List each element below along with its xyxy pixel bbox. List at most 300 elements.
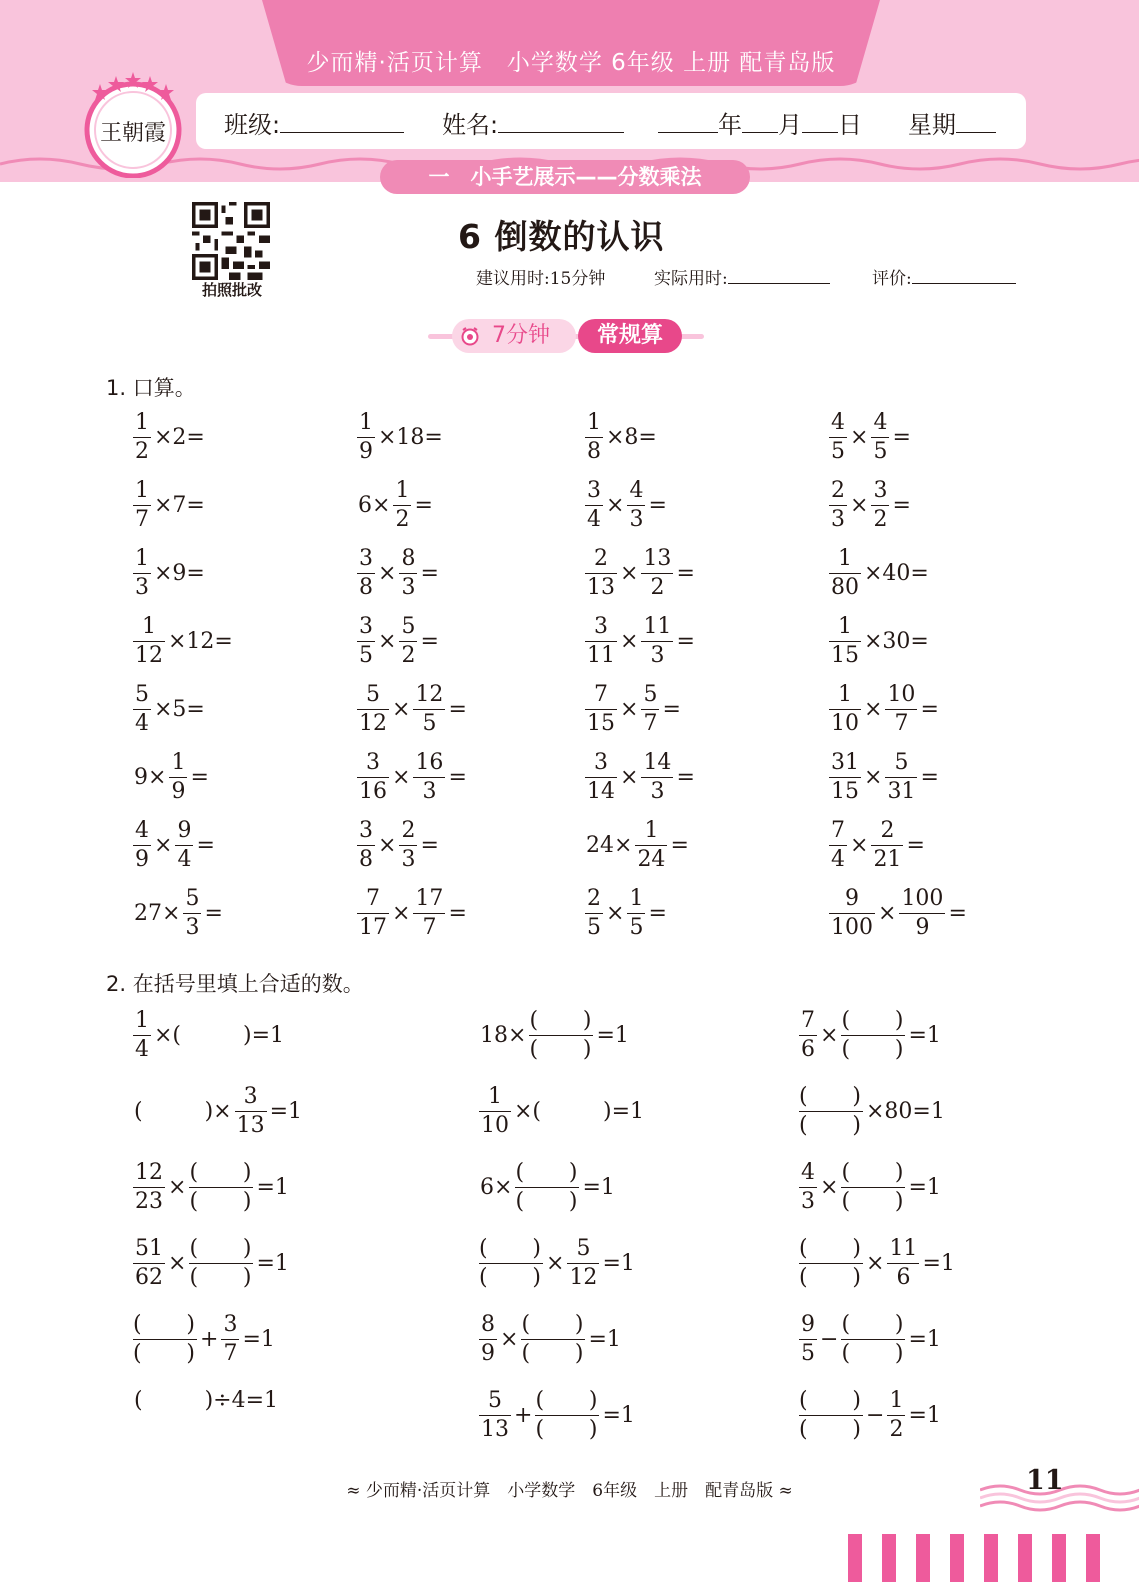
operator-text: +: [200, 1326, 219, 1352]
operator-text: ×: [820, 1022, 839, 1048]
fraction: [357, 820, 375, 871]
fraction: [829, 480, 847, 531]
exercise-item: [356, 820, 441, 871]
numerator: 2: [594, 546, 608, 571]
blank-denominator[interactable]: ( ): [799, 1265, 861, 1290]
fraction: [829, 616, 861, 667]
blank-numerator[interactable]: ( ): [799, 1084, 861, 1109]
fraction: [133, 1010, 151, 1061]
numerator: 100: [901, 886, 944, 911]
denominator: 12: [135, 643, 163, 668]
operator-text: =1: [922, 1250, 955, 1276]
operator-text: =1: [596, 1022, 629, 1048]
footer-stripe: [916, 1534, 930, 1582]
denominator: 2: [873, 507, 888, 532]
exercise-item: [828, 684, 941, 735]
numerator: 7: [801, 1008, 815, 1033]
operator-text: ×: [850, 492, 869, 518]
answer-blank-fraction[interactable]: [841, 1010, 905, 1061]
fraction: [641, 616, 673, 667]
numerator: 7: [831, 818, 845, 843]
section-time: 7分钟: [492, 323, 550, 348]
operator-text: ×: [620, 764, 639, 790]
denominator: 16: [359, 779, 387, 804]
weekday-label: 星期: [908, 111, 956, 139]
footer-stripe: [984, 1534, 998, 1582]
denominator: 3: [413, 777, 445, 803]
denominator: 8: [359, 847, 373, 872]
answer-blank-fraction[interactable]: [529, 1010, 593, 1061]
denominator: 7: [885, 709, 917, 735]
lesson-title: 6 倒数的认识: [458, 217, 665, 256]
fraction: [133, 1238, 165, 1289]
month-label: 月: [778, 111, 802, 139]
operator-text: ×: [392, 900, 411, 926]
operator-text: ×5=: [154, 696, 205, 722]
denominator: 2: [135, 439, 149, 464]
numerator: 4: [629, 478, 644, 503]
operator-text: =: [448, 900, 467, 926]
operator-text: ×: [500, 1326, 519, 1352]
fraction: [399, 548, 417, 599]
fraction: [829, 412, 847, 463]
footer-stripe: [1086, 1534, 1100, 1582]
blank-numerator[interactable]: ( ): [479, 1236, 541, 1261]
fraction: [627, 888, 645, 939]
answer-blank-fraction[interactable]: [479, 1238, 543, 1289]
operator-text: =1: [269, 1098, 303, 1124]
fraction: [871, 412, 889, 463]
blank-numerator[interactable]: ( ): [189, 1160, 252, 1185]
operator-text: =: [196, 832, 215, 858]
fraction: [641, 684, 659, 735]
fraction: [585, 480, 603, 531]
evaluation-label: 评价:: [872, 269, 912, 289]
operator-text: ×: [168, 1250, 187, 1276]
numerator: 5: [576, 1236, 591, 1261]
blank-denominator[interactable]: ( ): [841, 1341, 904, 1366]
numerator: 5: [488, 1388, 502, 1413]
numerator: 3: [594, 614, 608, 639]
exercise-item: [828, 820, 927, 871]
date-field[interactable]: [658, 105, 862, 140]
fraction: [357, 752, 389, 803]
blank-numerator[interactable]: ( ): [521, 1312, 584, 1337]
denominator: 62: [135, 1265, 163, 1290]
series-title: 少而精·活页计算 小学数学 6年级 上册 配青岛版: [306, 50, 836, 76]
footer-stripe: [1018, 1534, 1032, 1582]
exercise-item: [798, 1010, 943, 1061]
exercise-item: [828, 480, 913, 531]
operator-text: =: [420, 832, 439, 858]
operator-text: =1: [908, 1402, 941, 1428]
denominator: 24: [637, 847, 666, 872]
numerator: 3: [366, 750, 380, 775]
numerator: 9: [845, 886, 859, 911]
fraction: [479, 1390, 511, 1441]
exercise-item: [828, 616, 931, 667]
numerator: 5: [894, 750, 909, 775]
numerator: 17: [415, 886, 444, 911]
footer-text: ≈ 少而精·活页计算 小学数学 6年级 上册 配青岛版 ≈: [346, 1481, 793, 1501]
actual-time-label: 实际用时:: [654, 269, 728, 289]
denominator: 2: [401, 643, 416, 668]
numerator: 2: [401, 818, 416, 843]
class-field[interactable]: [224, 105, 404, 140]
exercise-item: [478, 1238, 637, 1289]
denominator: 14: [587, 779, 615, 804]
fraction: [175, 820, 193, 871]
operator-text: =: [190, 764, 209, 790]
operator-text: 6×: [480, 1174, 513, 1200]
fraction: [133, 412, 151, 463]
operator-text: ×: [878, 900, 897, 926]
exercise-item: [584, 820, 691, 871]
numerator: 51: [135, 1236, 163, 1261]
numerator: 31: [831, 750, 859, 775]
numerator: 3: [359, 614, 373, 639]
blank-denominator[interactable]: ( ): [133, 1341, 195, 1366]
denominator: 23: [135, 1189, 163, 1214]
denominator: 21: [873, 847, 902, 872]
unit-ribbon: 一 小手艺展示——分数乘法: [380, 160, 750, 194]
fraction: [357, 616, 375, 667]
denominator: 2: [889, 1417, 904, 1442]
numerator: 7: [366, 886, 380, 911]
logo-text: 王朝霞: [99, 121, 167, 146]
denominator: 9: [359, 439, 373, 464]
operator-text: =: [920, 696, 939, 722]
denominator: 5: [587, 915, 601, 940]
operator-text: ×30=: [864, 628, 929, 654]
denominator: 7: [135, 507, 149, 532]
exercise-item: [798, 1238, 957, 1289]
blank-numerator[interactable]: ( ): [841, 1160, 904, 1185]
numerator: 16: [415, 750, 444, 775]
fraction: [133, 480, 151, 531]
operator-text: ×12=: [168, 628, 233, 654]
exercise-item: [478, 1314, 623, 1365]
answer-blank-fraction[interactable]: [521, 1314, 585, 1365]
operator-text: ×: [154, 832, 173, 858]
exercise-item: [798, 1086, 947, 1137]
fraction: [183, 888, 201, 939]
footer-stripe: [1052, 1534, 1066, 1582]
denominator: 3: [831, 507, 845, 532]
evaluation-field[interactable]: [872, 264, 1016, 289]
blank-numerator[interactable]: ( ): [529, 1008, 592, 1033]
denominator: 12: [359, 711, 387, 736]
fraction: [393, 480, 411, 531]
denominator: 13: [481, 1417, 509, 1442]
operator-text: =1: [908, 1174, 941, 1200]
denominator: 2: [641, 573, 673, 599]
blank-denominator[interactable]: ( ): [841, 1037, 904, 1062]
operator-text: =1: [582, 1174, 615, 1200]
blank-numerator[interactable]: ( ): [189, 1236, 252, 1261]
denominator: 15: [587, 711, 615, 736]
blank-denominator[interactable]: ( ): [799, 1113, 861, 1138]
denominator: 5: [873, 439, 888, 464]
day-label: 日: [838, 111, 862, 139]
operator-text: +: [514, 1402, 533, 1428]
fraction: [567, 1238, 599, 1289]
operator-text: =: [892, 424, 911, 450]
fraction: [133, 684, 151, 735]
question-1-heading: 1. 口算。: [106, 376, 196, 400]
fraction: [585, 412, 603, 463]
denominator: 6: [801, 1037, 815, 1062]
class-label: 班级:: [224, 111, 281, 139]
exercise-item: [798, 1314, 943, 1365]
numerator: 5: [185, 886, 200, 911]
fraction: [357, 412, 375, 463]
operator-text: 6×: [358, 492, 391, 518]
exercise-item: [584, 888, 669, 939]
numerator: 4: [873, 410, 888, 435]
numerator: 11: [643, 614, 672, 639]
numerator: 3: [594, 750, 608, 775]
operator-text: 18×: [480, 1022, 527, 1048]
numerator: 5: [401, 614, 416, 639]
fraction: [799, 1010, 817, 1061]
operator-text: =: [414, 492, 433, 518]
fraction: [885, 684, 917, 735]
blank-denominator[interactable]: ( ): [529, 1037, 592, 1062]
qr-code-icon[interactable]: [192, 202, 270, 280]
blank-numerator[interactable]: ( ): [535, 1388, 598, 1413]
blank-denominator[interactable]: ( ): [189, 1265, 252, 1290]
fraction: [133, 1162, 165, 1213]
fraction: [357, 888, 389, 939]
answer-blank-fraction[interactable]: [799, 1390, 863, 1441]
numerator: 2: [831, 478, 845, 503]
numerator: 5: [135, 682, 149, 707]
question-2-heading: 2. 在括号里填上合适的数。: [106, 972, 364, 996]
fraction: [357, 684, 389, 735]
denominator: 6: [887, 1263, 919, 1289]
fraction: [235, 1086, 267, 1137]
section-time-pill: [452, 319, 576, 353]
fraction: [887, 1238, 919, 1289]
numerator: 1: [395, 478, 410, 503]
denominator: 9: [171, 779, 186, 804]
operator-text: ×18=: [378, 424, 443, 450]
denominator: 7: [223, 1341, 238, 1366]
fraction: [413, 752, 445, 803]
exercise-item: [584, 752, 697, 803]
denominator: 3: [629, 507, 644, 532]
fraction: [829, 752, 861, 803]
operator-text: ×: [864, 764, 883, 790]
fraction: [133, 820, 151, 871]
numerator: 1: [838, 682, 852, 707]
exercise-item: [828, 548, 931, 599]
answer-blank-fraction[interactable]: [535, 1390, 599, 1441]
exercise-item: [828, 888, 969, 939]
exercise-item: [132, 752, 211, 803]
answer-blank-fraction[interactable]: [841, 1314, 905, 1365]
operator-text: =: [892, 492, 911, 518]
numerator: 8: [401, 546, 416, 571]
fraction: [829, 548, 861, 599]
operator-text: ×: [850, 832, 869, 858]
alarm-clock-icon: [460, 326, 480, 346]
fraction: [585, 888, 603, 939]
operator-text: )=1: [243, 1022, 285, 1048]
operator-text: ×40=: [864, 560, 929, 586]
operator-text: 9×: [134, 764, 167, 790]
operator-text: )×: [204, 1098, 232, 1124]
section-type-pill: 常规算: [578, 319, 682, 353]
exercise-item: [828, 412, 913, 463]
numerator: 9: [177, 818, 192, 843]
fraction: [899, 888, 945, 939]
numerator: 5: [643, 682, 658, 707]
operator-text: =: [676, 560, 695, 586]
exercise-item: [132, 548, 207, 599]
numerator: 8: [481, 1312, 495, 1337]
operator-text: ×: [378, 832, 397, 858]
operator-text: ×: [378, 628, 397, 654]
fraction: [479, 1086, 511, 1137]
denominator: 8: [359, 575, 373, 600]
fraction: [133, 548, 151, 599]
denominator: 13: [587, 575, 615, 600]
answer-blank-fraction[interactable]: [841, 1162, 905, 1213]
operator-text: =: [906, 832, 925, 858]
blank-numerator[interactable]: ( ): [841, 1312, 904, 1337]
denominator: 5: [413, 709, 445, 735]
operator-text: ×: [168, 1174, 187, 1200]
exercise-item: [356, 548, 441, 599]
denominator: 15: [831, 643, 859, 668]
operator-text: =: [676, 764, 695, 790]
numerator: 2: [880, 818, 895, 843]
fraction: [887, 1390, 905, 1441]
exercise-item: [132, 412, 207, 463]
operator-text: ×: [606, 492, 625, 518]
blank-denominator[interactable]: ( ): [515, 1189, 578, 1214]
denominator: 9: [899, 913, 945, 939]
operator-text: =: [448, 764, 467, 790]
exercise-item: [132, 480, 207, 531]
exercise-item: [356, 616, 441, 667]
numerator: 1: [135, 546, 149, 571]
denominator: 3: [401, 847, 416, 872]
operator-text: =1: [242, 1326, 275, 1352]
operator-text: =: [670, 832, 689, 858]
fraction: [871, 480, 889, 531]
fraction: [169, 752, 187, 803]
exercise-item: [584, 616, 697, 667]
blank-numerator[interactable]: ( ): [841, 1008, 904, 1033]
blank-denominator[interactable]: ( ): [189, 1189, 252, 1214]
denominator: 15: [831, 779, 859, 804]
numerator: 3: [359, 546, 373, 571]
blank-numerator[interactable]: ( ): [133, 1312, 195, 1337]
answer-blank-fraction[interactable]: [515, 1162, 579, 1213]
fraction: [585, 752, 617, 803]
denominator: 5: [831, 439, 845, 464]
numerator: 14: [643, 750, 672, 775]
numerator: 4: [801, 1160, 815, 1185]
student-info-bar: [196, 93, 1026, 149]
weekday-field[interactable]: [908, 105, 996, 140]
numerator: 4: [135, 818, 149, 843]
fraction: [479, 1314, 497, 1365]
answer-blank-fraction[interactable]: [189, 1162, 253, 1213]
fraction: [413, 888, 445, 939]
name-label: 姓名:: [442, 111, 499, 139]
fraction: [585, 684, 617, 735]
blank-denominator[interactable]: ( ): [799, 1417, 861, 1442]
answer-blank-fraction[interactable]: [189, 1238, 253, 1289]
numerator: 1: [135, 1008, 149, 1033]
operator-text: ×: [392, 696, 411, 722]
numerator: 13: [643, 546, 672, 571]
denominator: 3: [185, 915, 200, 940]
year-label: 年: [718, 111, 742, 139]
fraction: [641, 752, 673, 803]
operator-text: 27×: [134, 900, 181, 926]
numerator: 3: [587, 478, 601, 503]
fraction: [627, 480, 645, 531]
blank-denominator[interactable]: ( ): [521, 1341, 584, 1366]
footer-stripe: [950, 1534, 964, 1582]
numerator: 4: [831, 410, 845, 435]
suggested-time: 建议用时:15分钟: [476, 269, 606, 289]
numerator: 2: [587, 886, 601, 911]
operator-text: −: [866, 1402, 885, 1428]
denominator: 9: [135, 847, 149, 872]
name-field[interactable]: [442, 105, 624, 140]
answer-blank-fraction[interactable]: [799, 1238, 863, 1289]
operator-text: =1: [602, 1402, 635, 1428]
exercise-item: [132, 1162, 291, 1213]
blank-denominator[interactable]: ( ): [479, 1265, 541, 1290]
numerator: 1: [838, 546, 852, 571]
exercise-item: [356, 888, 469, 939]
footer-stripe: [848, 1534, 862, 1582]
operator-text: ×(: [514, 1098, 542, 1124]
blank-denominator[interactable]: ( ): [535, 1417, 598, 1442]
operator-text: (: [134, 1388, 143, 1413]
page-number: 11: [1026, 1465, 1064, 1496]
exercise-item: [478, 1010, 631, 1061]
fraction: [871, 820, 903, 871]
numerator: 1: [488, 1084, 502, 1109]
operator-text: )÷4=1: [204, 1388, 279, 1413]
actual-time-field[interactable]: [654, 264, 830, 289]
answer-blank-fraction[interactable]: [799, 1086, 863, 1137]
numerator: 1: [587, 410, 601, 435]
operator-text: =: [648, 492, 667, 518]
numerator: 3: [873, 478, 888, 503]
fraction: [885, 752, 917, 803]
operator-text: ×(: [154, 1022, 182, 1048]
blank-numerator[interactable]: ( ): [515, 1160, 578, 1185]
operator-text: =: [662, 696, 681, 722]
operator-text: ×7=: [154, 492, 205, 518]
brand-logo-icon: [80, 72, 186, 178]
blank-numerator[interactable]: ( ): [799, 1236, 861, 1261]
answer-blank-fraction[interactable]: [133, 1314, 197, 1365]
operator-text: ×: [378, 560, 397, 586]
blank-numerator[interactable]: ( ): [799, 1388, 861, 1413]
blank-denominator[interactable]: ( ): [841, 1189, 904, 1214]
numerator: 1: [135, 478, 149, 503]
